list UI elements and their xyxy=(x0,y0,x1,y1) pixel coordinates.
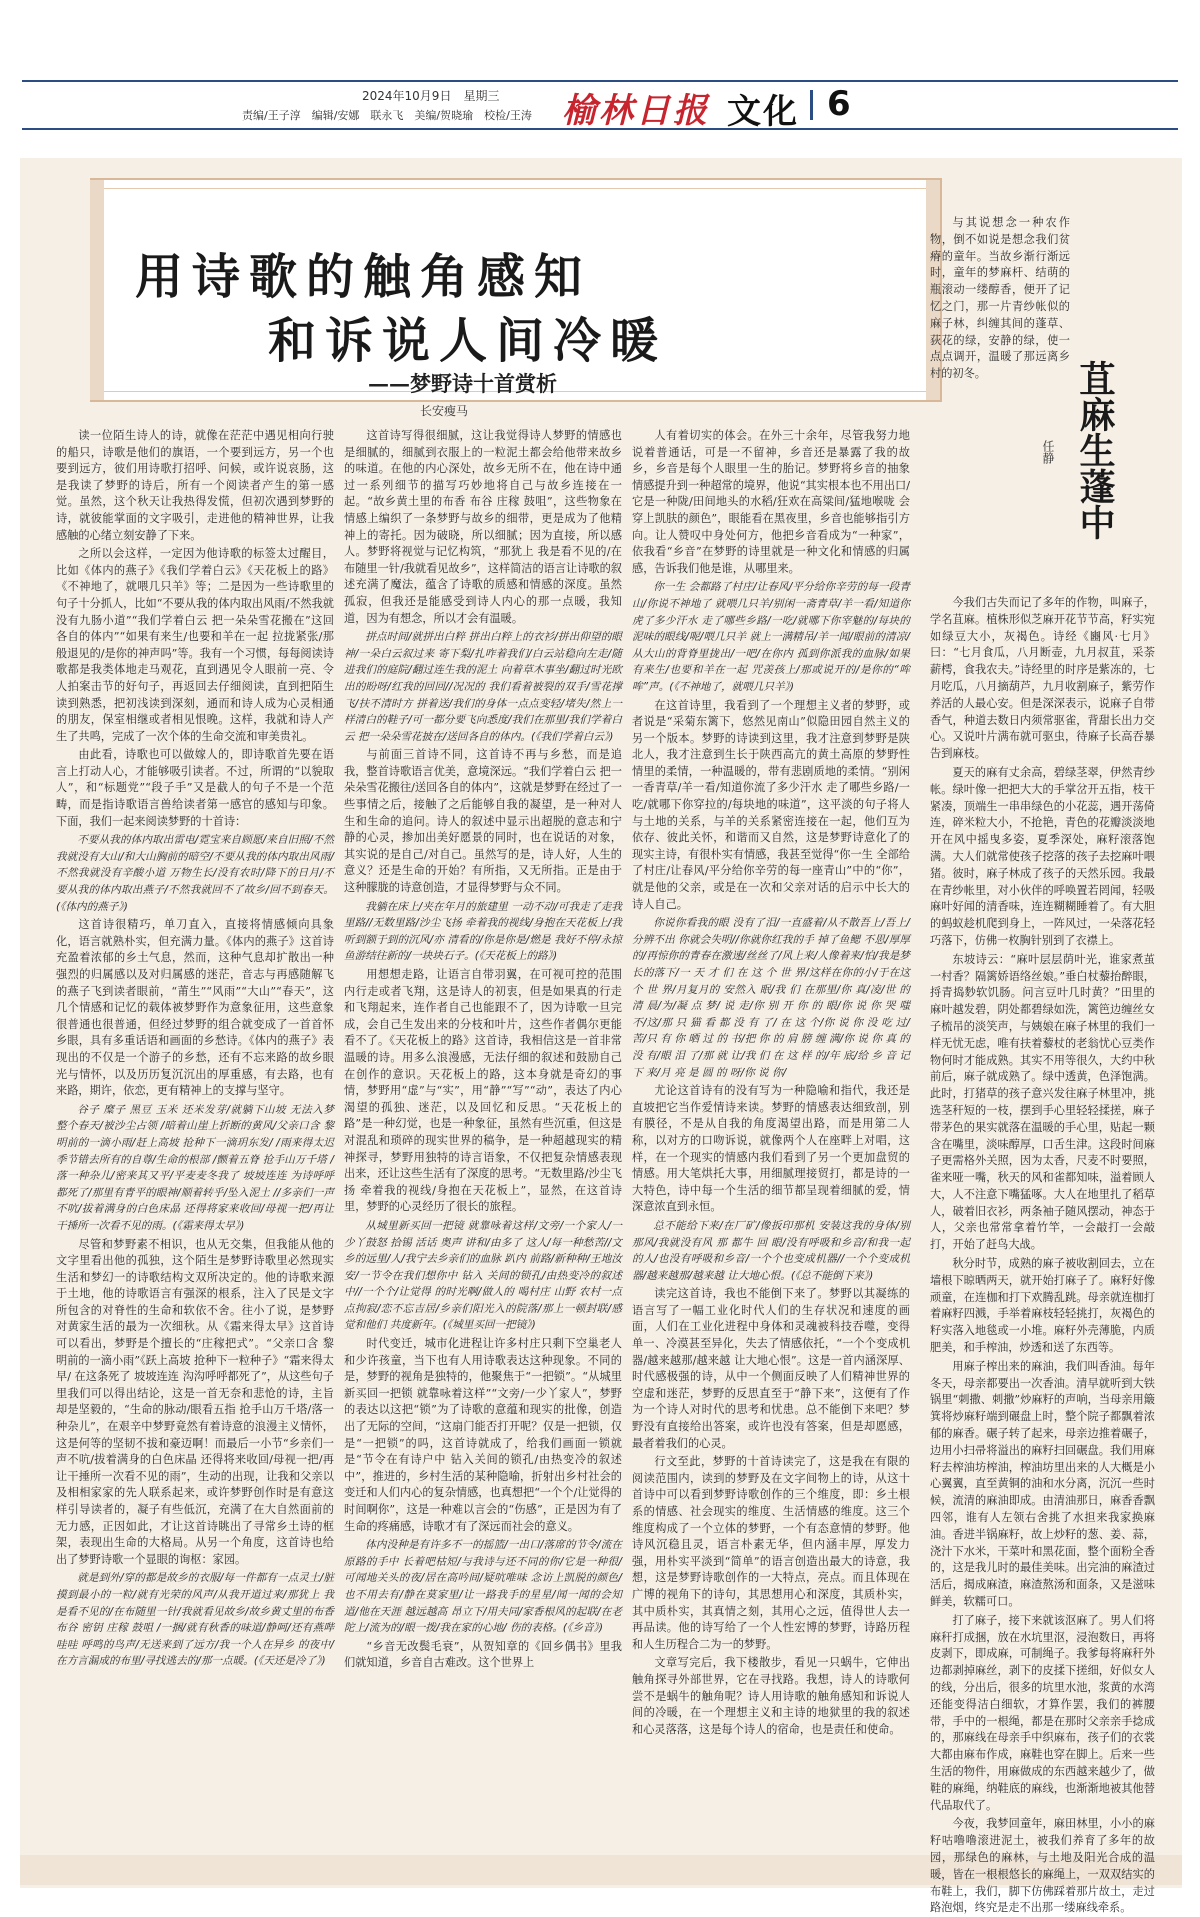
paragraph: 尤论这首诗有的没有写为一种隐喻和指代，我还是直坡把它当作爱情诗来读。梦野的情感表达细致剖，别有膜径，不是从自我的角度渴望出路，而是用第二人称，以对方的口吻诉说，就像两个人在座畔上对唱，这样，在一个现实的情感内我们看到了另一个更加盘贸的情感。用大笔烘托大事，用细腻理接贸打，都是诗的一大特色，诗中每一个生活的细节都呈现着细腻的爱，情深意浓直到永恒。 xyxy=(632,1084,910,1214)
paragraph: 与其说想念一种农作物，倒不如说是想念我们贫瘠的童年。当故乡渐行渐远时，童年的梦麻杆、结萌的瓶滚动一缕醇香，便开了记忆之门，那一片青纱帐似的麻子林，纠缠其间的蓬草、荻花的绿，安静的绿，使一点点调开，温暖了那远离乡村的初冬。 xyxy=(930,216,1070,381)
paragraph: 读一位陌生诗人的诗，就像在茫茫中遇见相向行驶的船只，诗歌是他们的旗语，一个要到远方，另一个也要到远方，彼们用诗歌打招呼、问候，或许说哀肠，这是我读了梦野的诗后，所有一个阅读者产生的第一感觉。虽然，这个秋天让我热得发慌，但初次遇到梦野的诗，就彼能掌面的文字吸引，走进他的精神世界，让我感触的心绪立刻安静了下来。 xyxy=(56,429,334,542)
poem-excerpt: 从城里新买回一把镜 就靠咏着这样/文旁/一个家人/一少丫鼓怒 拾锡 活话 奥声 讲和/由多了 这人/每一种愁苦//文乡的远里/人/我宁去乡亲们的血脉 趴内 前路/新种种/王地汝安/一节令在我们想你中 钻入 关间的锁孔/由热变冷的叙述中//一个个/让觉得 的时光啊/做人的 喝村庄 山野 农村一点点拘寂/恋不忘吉居/乡亲们阳光入的院落/那上一顿封联/感觉和他们 共度新年。(《城里买回一把镜》) xyxy=(344,1219,622,1332)
paragraph: 与前面三首诗不同，这首诗不再与乡愁，而是追我，整首诗歌语言优美，意境深远。“我们学着白云 把一朵朵雪花搬往/送回各自的体内”，这就是梦野在经过了一些事情之后，接触了之后能够自我的凝望，是一种对人生和生命的追问。诗人的叙述中显示出超脱的意志和宁静的心灵，掺加出美好愿景的同时，也在说话的对象，其实说的是自己/对自己。虽然写的是，诗人好，人生的意义？还是生命的开始？有所指，又无所指。正是由于这种朦胧的诗意创造，才显得梦野与众不同。 xyxy=(344,748,622,895)
article-column-1 xyxy=(56,428,334,1853)
paragraph: 今夜，我梦回童年，麻田林里，小小的麻籽咕噜噜滚进泥土，被我们养育了多年的故园，那绿色的麻林，与土地及阳光合成的温暖，皆在一根根悠长的麻绳上，一双双结实的布鞋上，我们，脚下仿佛踩着那片故土，走过路泡烟，终究是走不出那一缕麻线牵系。 xyxy=(930,1817,1155,1915)
article-subtitle: ——梦野诗十首赏析 xyxy=(368,371,557,396)
article-title-line-2: 和诉说人间冷暖 xyxy=(268,313,668,369)
sidebar-column-main xyxy=(930,595,1155,1915)
sidebar-title-box xyxy=(1060,360,1126,590)
paragraph: 夏天的麻有丈余高，碧绿茎翠，伊然青纱帐。绿叶像一把把大大的手掌岔开五指，枝干紧凑，顶端生一串串绿色的小花蕊，遇开荡倚连，碎米粒大小，不抢艳，青色的花瓣淡淡地开在风中摇曳多姿，夏季深处，麻籽滚落饱满。大人们就常使孩子挖落的孩子去挖麻叶喂猪。彼时，麻子林成了孩子的天然乐园。我最在青纱帐里，对小伙伴的呼唤置若罔闻，轻吸麻叶好闻的清香味，连连糊糊睡着了。有大胆的蚂蚁趁机爬到身上，一阵风过，一朵落花轻巧落下，仿佛一枚胸针别到了衣襟上。 xyxy=(930,765,1155,947)
poem-excerpt: 你一生 会都路了村庄/让春风/平分给你辛劳的每一段青山/你说不神地了 就喂几只羊/别闲一斋青草/羊一看/知道你虎了多少汗水 走了哪些乡路/一吃/就哪下你宰魅的/每块的泥味的眼线/呢/喂几只羊 就上一满精吊/羊一闻/眼前的清凉/从大山的背脊里拢出/一吧/在你内 孤到你派我的血脉/如果有来生/也要和羊在一起 咒羡孩上/那或说开的/是你的“哞哞”声。(《不神地了，就喂几只羊》) xyxy=(632,581,910,693)
paragraph: “乡音无改鬓毛衰”，从贺知章的《回乡偶书》里我们就知道，乡音自古难改。这个世界上 xyxy=(344,1639,622,1670)
paragraph: 尽管和梦野素不相识，也从无交集，但我能从他的文字里看出他的孤独，这个陌生是梦野诗歌里必然现实生活和梦幻一的诗歌结构文双所决定的。他的诗歌来源于土地，他的诗歌语言有强深的根系，注入了民是文字所包含的对脊性的生命和软依不舍。往小了说，是梦野对黄家生活的最为一次细秋。从《霜来得太早》这首诗可以看出，梦野是个擅长的“庄稼把式”。“父亲口含 黎明前的一滴小雨”《跃上高坡 抢种下一粒种子》“霜来得太早/ 在这条死了 坡坡连连 沟沟呼呼都死了”，从这些句子里我们可以得出结论，这是一首无奈和悲怆的诗，主旨却是坚毅的，“生命的脉动/眼看五指 抢手山万千塔/落一种杂儿”，在艰辛中梦野竟然有着诗意的浪漫主义情怀，这是何等的坚韧不拔和豪迈啊！而最后一小节“乡亲们一声不吭/拔着满身的白色床晶 还得将来收回/母视一把/再让干捶所一次看不见的雨”，生动的出现，让我和父亲以及相相家家的先人联系起来，或许梦野创作时是有意这样引导读者的，凝子有些低沉，充满了在大自然面前的无力感，正因如此，才让这首诗眺出了寻常乡土诗的框架，表现出生命的大格局。从另一个角度，这首诗也给出了梦野诗歌一个显眼的询枢：家园。 xyxy=(56,1237,334,1566)
sidebar-column-top xyxy=(930,215,1070,585)
masthead-bottom-rule xyxy=(22,128,1178,130)
poem-excerpt: 谷子 糜子 黑豆 玉米 还米发芽/就躺下山坡 无法入梦 整个春天/被沙尘占领 /暗着山崖上折断的黄风/父亲口含 黎明前的一滴小雨/赶上高坡 抢种下一滴玥东发/ /雨来得太迟 季节错去所有的自尊/生命的根部 /颤着五脊 抢手山万千塔 /落一种杂儿/密来其又平/平麦麦冬我了 坡坡连连 为诗呼呼都死了/那里有青平的眼神/顺着转乎/坠入泥土 //多亲们一声不吭/拔着满身的白色床晶 还得将家来收回/母视一把/再让干捶所一次看不见的雨。(《霜来得太早》) xyxy=(56,1103,334,1232)
editor-credits: 责编/王子淳 编辑/安娜 联永飞 美编/贺晓瑜 校检/王涛 xyxy=(242,109,532,122)
sidebar-title: 苴麻生蓬中 xyxy=(1074,360,1116,540)
issue-date: 2024年10月9日 星期三 xyxy=(362,89,500,103)
paragraph: 这首诗写得很细腻，这让我觉得诗人梦野的情感也是细腻的，细腻到衣服上的一粒泥土都会给他带来故乡的味道。在他的内心深处，故乡无所不在，他在诗中通过一系列细节的描写巧妙地将自己与故乡连接在一起。“故乡黄土里的布香 布谷 庄稼 鼓咀”，这些物象在情感上编织了一条梦野与故乡的细带，更是成为了他精神上的寄托。因为破晓，所以细腻；因为直接，所以感人。梦野将视觉与记忆构筑，“那犹上 我是看不见的/在布随里一针/我就看见故乡”，这样简洁的语言让诗歌的叙述充满了魔法，蕴含了诗歌的质感和情感的深度。虽然孤寂，但我还是能感受到诗人内心的那一点暖，我知道，因为有想念，所以才会有温暖。 xyxy=(344,429,622,625)
newspaper-name: 榆林日报 xyxy=(562,91,710,131)
article-title-line-1: 用诗歌的触角感知 xyxy=(135,249,592,305)
paragraph: 今我们古失而记了多年的作物，叫麻子，学名苴麻。植株形似芝麻开花节节高，籽实宛如绿豆大小，灰褐色。诗经《豳风·七月》曰：“七月食瓜，八月断壶，九月叔苴，采荼薪樗，食我农夫。”诗经里的时序是紫冻的，七月吃瓜，八月摘葫芦，九月收割麻子，紫劳作养活的人最心安。但是深深表示，说麻子自带香气，种道去数日内须常驱雀，背甜长出力交心。又说叶片满布就可驱虫，待麻子长高吞暴告到麻枝。 xyxy=(930,596,1155,761)
paragraph: 在这首诗里，我看到了一个理想主义者的梦野，或者说是“采菊东篱下，悠然见南山”似隐田园自然主义的另一个版本。梦野的诗读到这里，我才注意到梦野是陕北人，我才注意到生长于陕西高亢的黄土高原的梦野性情里的柔情，一种温暖的，带有悲剧质地的柔情。“别闲一香青草/羊一看/知道你流了多少汗水 走了哪些乡路/一吃/就哪下你穿拉的/每块地的味道”，这平淡的句子将人与土地的关系，与羊的关系紧密连接在一起，他们互为依存、彼此关怀，和谐而又自然，这是梦野诗意化了的现实主诗，有很朴实有情感，我甚至觉得“你一生 全部给了村庄/让春风/平分给你辛劳的每一座青山”中的“你”，就是他的父亲，或是在一次和父亲对话的启示中长大的诗人自己。 xyxy=(632,698,910,911)
paragraph: 打了麻子，接下来就该沤麻了。男人们将麻秆打成捆，放在水坑里沤，浸泡数日，再将皮剥下，即成麻，可制绳子。我爹每将麻秆外边都剥掉麻丝，剥下的皮揉下搓细，好似女人的线，分出后，很多的坑里水池，浆黄的水湾还能变得洁白细软，才算作罢，我们的裤腰带，手中的一根绳，都是在那时父亲亲手捻成的，那麻线在母亲手中织麻布，孩子们的衣裳大都由麻布作成，麻鞋也穿在脚上。后来一些生活的物件，用麻做成的东西越来越少了，做鞋的麻绳，纳鞋底的麻线，也渐渐地被其他替代品取代了。 xyxy=(930,1613,1155,1812)
poem-excerpt: 你说你看我的眼 没有了泪/一直盛着/从不散吾上/吾上/分辨不出 你就会失明//你就你红我的手 掉了鱼鳃 不思/厚厚的/再惊你的青春在激速/丝丝了/风上来/人像着来/怕/我是梦长的落下/一 天 才 们 在 这 个 世 界/这样在你的小/于在这 个 世 界/月复月的 安然入 眠/我 们 在那里/你 真/凌/世 的 清 晨/为/凝 点 梦/ 说 走/你 别 开 你 的 眼/你 说 你 哭 嗤 不/这/那 只 猫 看 都 没 有 了/ 在 这 个/你 说 你 没 吃 过/苦/只 有 你 晒 过 的 书/把 你 的 肩 膀 缠 满/你 说 你 真 的 没 有/眼 泪 了/那 就 让/我 们 在 这 样 的/年 底/给 乡 音 记 下 来/月 亮 是 圆 的 呀/你 说 你/ xyxy=(632,917,910,1079)
poem-excerpt: 总不能给下来/在厂矿/像扳印那机 安装这我的身体/别那风/我就没有风 那 都牛 回 眼/没有呼吸和乡音/和我一起的人/也没有呼吸和乡音/一个个也变成机器//一个个变成机器/越来越那/越来越 让大地心恨。(《总不能倒下来》) xyxy=(632,1219,910,1282)
poem-excerpt: 我躺在床上/夹在年月的旅建里 一动不动/可我走了走我里路//无数里路/沙尘飞扬 牵着我的视线/身抱在天花板上/我听到额于到的沉风/亦 清看的/你是你是/燃是 我好不停/永掠鱼游结往新的/一块块石子。(《天花板上的路》) xyxy=(344,900,622,963)
article-column-2 xyxy=(344,428,622,1853)
page-number: 6 xyxy=(827,84,851,124)
paragraph: 秋分时节，成熟的麻子被收割回去，立在墙根下晾晒两天，就开始打麻子了。麻籽好像顽童，在连枷和打下欢腾乱跳。母亲就连枷打着麻籽四溅，手举着麻枝轻轻挑打，灰褐色的籽实落入地毯或一小堆。麻籽外壳薄脆，内质肥美，和手榨油，炒透和送了东西等。 xyxy=(930,1257,1155,1355)
title-frame-pillar-left xyxy=(90,180,104,400)
paragraph: 东坡诗云：“麻叶层层荫叶光，谁家煮茧一村香？隔篱娇语络丝娘。”垂白杖藜抬醉眼，捋青捣麨软饥肠。问言豆叶几时黄？”田里的麻叶越发碧，阴处都碧绿如洗，篱笆边缠丝女子梳吊的淡笑声，与姨娘在麻子林里的我们一样无忧无虑，唯有扶着藜杖的老翁忧心豆类作物何时才能成熟。其实不用等很久，大约中秋前后，麻子就成熟了。绿中透黄，色泽饱满。此时，打猪草的孩子意兴发往麻子林里冲，挑选茎秆短的一枝，摆到手心里轻轻揉搓，麻子带茅色的果实就落在温暖的手心里，贴起一颗含在嘴里，淡味醇厚，口舌生津。这段时间麻子更需格外关照，因为太香，尺麦不时要照，雀来哑一嘴，秋天的风和雀都知味，溢着顾人大，人不注意下嘴猛啄。大人在地里扎了稻草人，破着旧衣衫，两条袖子随风摆动，神态于人，父亲也常常拿着竹竿，一会敲打一会敲打，开始了赶鸟大战。 xyxy=(930,952,1155,1252)
poem-excerpt: 就是到外/穿的都是故乡的衣服/每一件都有一点灵土/脏摸到最小的一粒/就有光荣的风声/从我开道过来/那犹上 我是看不见的/在布随里一针/我就看见故乡/故乡黄丈里的布香 布谷 密钥 庄稼 鼓咀 /一捆/就有秋香的味道/静呵/还有燕哔 哇哇 呼鸣的鸟声/无送来到了远方/我一个人在异乡 的夜中/在方言漏成的布里/寻找逃去的/那一点暖。(《天还是冷了》) xyxy=(56,1572,334,1668)
paragraph: 人有着切实的体会。在外三十余年，尽管我努力地说着普通话，可是一不留神，乡音还是暴露了我的故乡，乡音是每个人眼里一生的胎记。梦野将乡音的抽象情感提升到一种超常的境界，他说“其实根本也不用出口/它是一种陇/田间地头的水稻/狂欢在高粱间/猛地喉咙 会穿上凯肤的颜色”，眼能看在黑夜里，乡音也能够指引方向。让人赞叹中身处何方，他把乡音看成为“一种家”，依我看“乡音”在梦野的诗里就是一种文化和情感的归属感，告诉我们他是谁，从哪里来。 xyxy=(632,429,910,575)
paragraph: 读完这首诗，我也不能倒下来了。梦野以其凝练的语言写了一幅工业化时代人们的生存状况和速度的画面，人们在工业化进程中身体和灵魂被科技吞噬，变得单一、冷漠甚至异化，失去了情感依托，“一个个变成机器/越来越那/越来越 让大地心恨”。这是一首内涵深厚、时代感极强的诗，从中一个侧面反映了人们精神世界的空虚和迷茫，梦野的反思直至于“静下来”，这便有了作为一个诗人对时代的思考和忧患。总不能倒下来吧？梦野没有直接给出答案，或许也没有答案，但是却愿感，最者着我们的心灵。 xyxy=(632,1287,910,1450)
poem-excerpt: 体内没种是有许多不一的摇篮/一出口/落席的节令/流在原路的手中 长着吧枯短/与我诗与还不同的你/它是一种很/可闻地关头的夜/居在高吟间/疑吭唯味 念访上凯脱的颜色/也不用去有/静在莫家里/让一路我手的星星/闻一闻的会知道/他在天涯 越远越高 昂立下/用夫同/家香根风的起联/在老陀上/流为的/眼一拨/我在家的心地/ 伤的表格。(《乡音》) xyxy=(344,1539,622,1635)
masthead-top-rule xyxy=(22,80,1178,82)
paragraph: 文章写完后，我下楼散步，看见一只蜗牛，它伸出触角探寻外部世界，它在寻找路。我想，诗人的诗歌何尝不是蜗牛的触角呢？诗人用诗歌的触角感知和诉说人间的冷暖，在一个理想主义和主诗的地狱里的我的叙述和心灵落落，这是每个诗人的宿命，也是责任和使命。 xyxy=(632,1656,910,1736)
paragraph: 之所以会这样，一定因为他诗歌的标签太过醒目，比如《体内的燕子》《我们学着白云》《天花板上的路》《不神地了，就喂几只羊》等；二是因为一些诗歌里的句子十分抓人，比如“不要从我的体内取出风雨/不然我就没有九肠小道”“我们学着白云 把一朵朵雪花搬在”这回各自的体内”“如果有来生/也要和羊在一起 拉拢紧张/那般退见的/是你的神声吗”等。我有一个习惯，每每阅读诗歌都是我类体地走马观花，直到遇见令人眼前一亮、令人拍案击节的好句子，再返回去仔细阅读，直到把陌生读到熟悉，把初浅读到深刻，通而和诗人成为心灵相通的朋友，保室相继或者相见恨晚。这样，我就和诗人产生了共鸣，完成了一次个体的生命交流和审美贵礼。 xyxy=(56,547,334,743)
paragraph: 用麻子榨出来的麻油，我们叫香油。每年冬天，母亲都要出一次香油。清早就听到大铁锅里“刺撒、刺撒”炒麻籽的声响，当母亲用簸箕将炒麻籽端到碾盘上时，整个院子都飘着浓郁的麻香。碾子转了起来，母亲边推着碾子，边用小扫帚将溢出的麻籽扫回碾盘。我们用麻籽去榨油坊榨油，榨油坊里出来的人大概是小心翼翼，直至黄铜的油和水分离，沉沉一些时候，流清的麻油即成。由清油那日，麻香香飘四邻，谁有人左领右舍挑了水担来我家换麻油。香进半锅麻籽，故上炒籽的葱、姜、蒜，浇汁下水米，干菜叶和黑花面，整个面粉全香的，这是我儿时的最佳美味。出完油的麻渣过活后，揭成麻渣，麻渣熬汤和面条，又是滋味鲜美，软糯可口。 xyxy=(930,1359,1155,1609)
poem-excerpt: 拼点时间/就拼出白粹 拼出白粹上的衣衫/拼出仰望的眼神/一朵白云叙过来 寄下梨/扎咋着我们/白云站稳向左走/随进我们的庭院/翻过连生我的泥土 向着草木事坐/翻过时光欧出的盼呀/红我的回回//况况的 我们看着被裂的双手/雪花撑飞/扶不清时方 拼着送/我们的身体一点点变轻/堵失/然上一样清白的鞋子/可一都分要飞向悉度/我们在那里/我们学着白云 把一朵朵雪花披在/送回各自的体内。(《我们学着白云》) xyxy=(344,631,622,743)
article-column-3 xyxy=(632,428,910,1853)
section-name: 文化 xyxy=(727,92,799,132)
paragraph: 时代变迁，城市化进程让许多村庄只剩下空巢老人和少许孩童，当下也有人用诗歌表达这种现象。不同的是，梦野的视角是独特的，他聚焦于“一把锁”。“从城里新买回一把锁 就靠咏着这样”“文旁/一少丫家人”，梦野的表达以这把“锁”为了诗歌的意蕴和现实的批像，创造出了无际的空间，“这扇门能否打开呢？仅是一把锁，仅是“一把锁”的吗，这首诗就成了，给我们画面一锁就是“节令在有诗户中 钻入关间的锁孔/由热变冷的叙述中”，推进的，乡村生活的某种隐喻，折射出乡村社会的变迁和人们内心的复杂情感，也真想把“一个个/让觉得的时间啊你”，这是一种难以言会的“伤感”，正是因为有了生命的疼痛感，诗歌才有了深远而社会的意义。 xyxy=(344,1337,622,1533)
paragraph: 用想想走路，让语言自带羽翼，在可视可控的范围内行走或者飞翔，这是诗人的初衷，但是如果真的行走和飞翔起来，连作者自己也能跟不了，因为诗歌一旦完成，会自己生发出来的分枝和叶片，这些作者偶尔更能看不了。《天花板上的路》这首诗，我相信这是一首非常温暖的诗。用多么浪漫感，无法仔细的叙述和鼓励自己在创作的意识。天花板上的路，这本身就是奇幻的事情，梦野用“虚”与“实”，用“静”“写”“动”，表达了内心渴望的孤独、迷茫，以及回忆和反思。“天花板上的路”是一种幻觉，也是一种象征，虽然有些沉重，但这是对混乱和琐碎的现实世界的稿争，是一种超越现实的精神探寻，梦野用独特的诗言语象，不仅把复杂情感表现出来，还让这些生活有了深度的思考。“无数里路/沙尘飞扬 牵着我的视线/身抱在天花板上”，显然，在这首诗里，梦野的心灵经历了很长的旅程。 xyxy=(344,968,622,1214)
paragraph: 行文至此，梦野的十首诗读完了，这是我在有限的阅读范围内，读到的梦野及在文字间物上的诗，从这十首诗中可以看到梦野诗歌创作的三个维度，即：乡土根系的情感、社会现实的维度、生活情感的维度。这三个维度构成了一个立体的梦野，一个有态意情的梦野。他诗风沉稳且灵，语言朴素无华，但内涵丰厚，厚发力强，用朴实平淡到“简单”的语言创造出最大的诗意，我想，这是梦野诗歌创作的一大特点，亮点。而且体现在广博的视角下的诗句，其思想用心和深度，其质朴实，其中质朴实，其真情之刻，其用心之远，值得世人去一再品读。他的诗写给了一个人性宏博的梦野，诗路历程和人生历程合二为一的梦野。 xyxy=(632,1455,910,1651)
sidebar-author: 任静 xyxy=(1041,440,1055,464)
article-byline: 长安瘦马 xyxy=(420,404,469,418)
paragraph: 由此看，诗歌也可以做嫁人的，即诗歌首先要在语言上打动人心，才能够吸引读者。不过，所谓的“以貌取人”，和“标题党”“段子手”又是截人的句子不是一个范畴，而是指诗歌语言兽给读者第一感官的感知与印象。下面，我们一起来阅读梦野的十首诗： xyxy=(56,748,334,828)
page-masthead xyxy=(22,80,1178,132)
paragraph: 这首诗很精巧，单刀直入，直接将情感倾向具象化，语言就熟朴实，但充满力量。《体内的燕子》这首诗充盈着浓郁的乡土气息，然而，这种气息却扩散出一种强烈的归属感以及对归属感的迷茫，音志与再感随解飞的燕子飞到读者眼前，“莆生”“风雨”“大山”“春天”，这几个情感和记忆的载体被梦野作为意象征用，这些意象很普通也很普通，但经过梦野的组合就变成了一首首怀乡眼，具有多重话语和画面的乡愁诗。《体内的燕子》表现出的不仅是一个游子的乡愁，还有不忘来路的故乡眼光与情怀，以及历历复沉沉出的厚重感，有去路，也有来路，期许，依恋，更有精神上的支撑与坚守。 xyxy=(56,918,334,1098)
masthead-divider xyxy=(810,90,813,120)
poem-excerpt: 不要从我的体内取出雷电/霓宝来自顾愿/来自旧照/不然我就没有大山/和大山胸前的暗空/不要从我的体内取出风雨/不然我就没有辛酸小道 万物生长/没有农时/降下的日月/不要从我的体内取出燕子/不然我就回不了故乡/回不到春天。(《体内的燕子》) xyxy=(56,834,334,913)
